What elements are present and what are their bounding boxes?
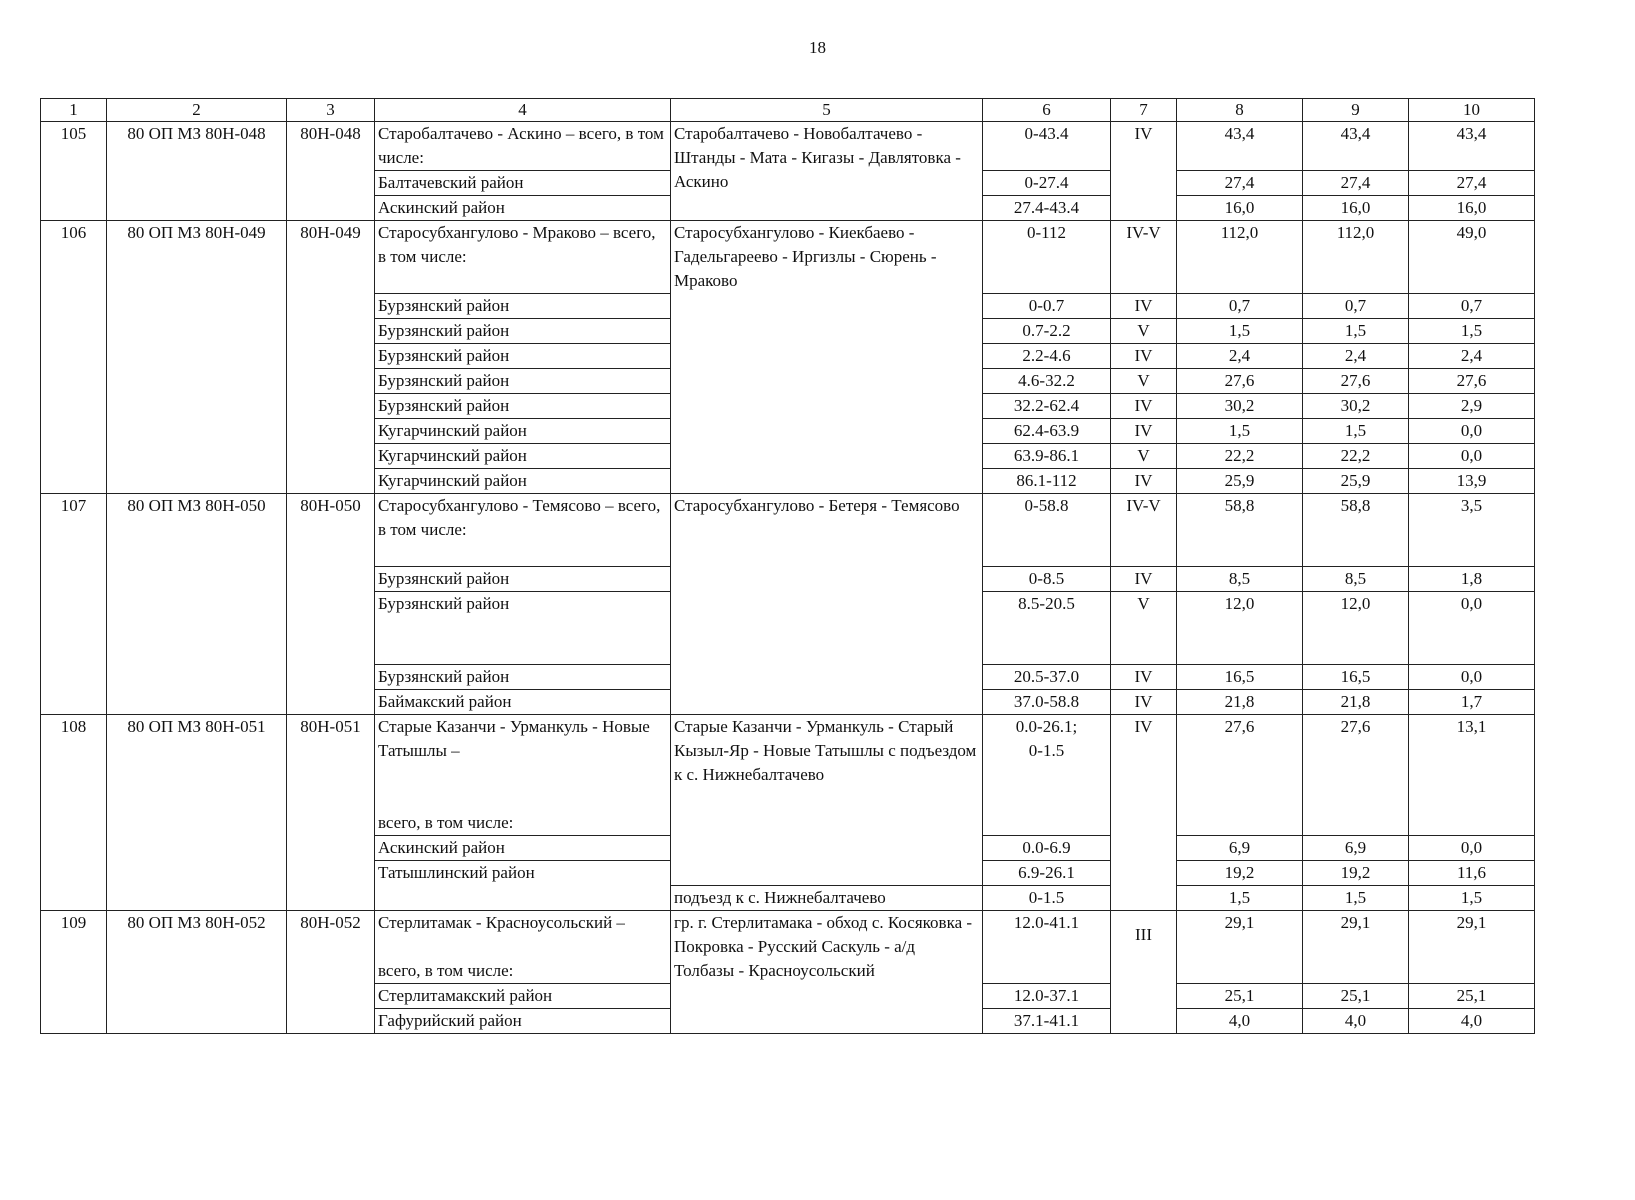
road-length-col8: 58,8 (1177, 494, 1303, 567)
district-name: Бурзянский район (375, 369, 671, 394)
district-col9: 6,9 (1303, 836, 1409, 861)
district-col10: 2,4 (1409, 344, 1535, 369)
column-number: 8 (1177, 99, 1303, 122)
road-row (41, 221, 1535, 294)
page-number: 18 (809, 38, 826, 57)
district-name: Кугарчинский район (375, 419, 671, 444)
district-km: 62.4-63.9 (983, 419, 1111, 444)
district-col8: 21,8 (1177, 690, 1303, 715)
district-col9: 2,4 (1303, 344, 1409, 369)
road-category: III (1111, 911, 1177, 1034)
district-col8: 0,7 (1177, 294, 1303, 319)
road-route: Старые Казанчи - Урманкуль - Старый Кызыл-Яр - Новые Татышлы с подъездом к с. Нижнебалтачево (671, 715, 983, 886)
district-category: V (1111, 319, 1177, 344)
district-col10: 0,0 (1409, 444, 1535, 469)
road-km-spur: 0-1.5 (1028, 741, 1065, 760)
road-number: 106 (41, 221, 107, 494)
district-col8: 16,0 (1177, 196, 1303, 221)
district-col10: 11,6 (1409, 861, 1535, 886)
road-length-col8: 27,6 (1177, 715, 1303, 836)
district-col10: 27,6 (1409, 369, 1535, 394)
district-col10: 0,0 (1409, 592, 1535, 665)
district-name: Балтачевский район (375, 171, 671, 196)
district-category: IV (1111, 394, 1177, 419)
road-row (41, 911, 1535, 984)
district-col10: 1,7 (1409, 690, 1535, 715)
road-route: Старобалтачево - Новобалтачево - Штанды - Мата - Кигазы - Давлятовка - Аскино (671, 122, 983, 221)
district-col10: 13,9 (1409, 469, 1535, 494)
road-number: 108 (41, 715, 107, 911)
district-category: IV (1111, 344, 1177, 369)
road-category: IV-V (1111, 221, 1177, 294)
road-length-col9: 112,0 (1303, 221, 1409, 294)
district-col9: 1,5 (1303, 319, 1409, 344)
road-length-col9: 29,1 (1303, 911, 1409, 984)
road-route: гр. г. Стерлитамака - обход с. Косяковка - Покровка - Русский Саскуль - а/д Толбазы - Красноусольский (671, 911, 983, 1034)
district-km: 86.1-112 (983, 469, 1111, 494)
district-col8: 25,9 (1177, 469, 1303, 494)
district-col8: 30,2 (1177, 394, 1303, 419)
road-id: 80 ОП МЗ 80Н-050 (107, 494, 287, 715)
road-name-text: Старые Казанчи - Урманкуль - Новые Татышлы – (378, 717, 650, 760)
district-col9: 25,9 (1303, 469, 1409, 494)
district-km: 8.5-20.5 (983, 592, 1111, 665)
road-length-col10: 29,1 (1409, 911, 1535, 984)
road-km: 0-58.8 (983, 494, 1111, 567)
district-col10: 4,0 (1409, 1009, 1535, 1034)
district-km: 63.9-86.1 (983, 444, 1111, 469)
district-category: V (1111, 369, 1177, 394)
road-km: 0-112 (983, 221, 1111, 294)
road-length-col10: 49,0 (1409, 221, 1535, 294)
district-category: IV (1111, 419, 1177, 444)
road-short-id: 80Н-048 (287, 122, 375, 221)
district-km: 0-8.5 (983, 567, 1111, 592)
column-number: 5 (671, 99, 983, 122)
district-name: Бурзянский район (375, 592, 671, 665)
district-category: IV (1111, 469, 1177, 494)
district-name: Татышлинский район (375, 861, 671, 911)
district-col9: 16,0 (1303, 196, 1409, 221)
district-col8: 12,0 (1177, 592, 1303, 665)
road-category: IV-V (1111, 494, 1177, 567)
district-col8: 4,0 (1177, 1009, 1303, 1034)
column-number: 2 (107, 99, 287, 122)
road-row (41, 494, 1535, 567)
district-name: Бурзянский район (375, 294, 671, 319)
road-km: 12.0-41.1 (983, 911, 1111, 984)
district-km: 0-27.4 (983, 171, 1111, 196)
district-col10: 27,4 (1409, 171, 1535, 196)
district-col10: 0,0 (1409, 419, 1535, 444)
district-col8: 1,5 (1177, 419, 1303, 444)
road-route: Старосубхангулово - Бетеря - Темясово (671, 494, 983, 715)
district-col10: 25,1 (1409, 984, 1535, 1009)
road-name: Старобалтачево - Аскино – всего, в том числе: (375, 122, 671, 171)
district-name: Бурзянский район (375, 319, 671, 344)
district-name: Бурзянский район (375, 344, 671, 369)
district-name: Кугарчинский район (375, 469, 671, 494)
road-km: 0-43.4 (983, 122, 1111, 171)
road-length-col10: 3,5 (1409, 494, 1535, 567)
district-category: V (1111, 444, 1177, 469)
district-category: IV (1111, 690, 1177, 715)
spur-name: подъезд к с. Нижнебалтачево (671, 886, 983, 911)
road-length-col10: 13,1 (1409, 715, 1535, 836)
district-col9: 12,0 (1303, 592, 1409, 665)
district-col9: 0,7 (1303, 294, 1409, 319)
district-name: Бурзянский район (375, 665, 671, 690)
district-km: 20.5-37.0 (983, 665, 1111, 690)
road-id: 80 ОП МЗ 80Н-051 (107, 715, 287, 911)
district-col9: 27,4 (1303, 171, 1409, 196)
road-short-id: 80Н-051 (287, 715, 375, 911)
district-name: Стерлитамакский район (375, 984, 671, 1009)
district-col8: 27,4 (1177, 171, 1303, 196)
district-name: Бурзянский район (375, 567, 671, 592)
district-km: 12.0-37.1 (983, 984, 1111, 1009)
district-col8: 1,5 (1177, 319, 1303, 344)
column-number: 6 (983, 99, 1111, 122)
district-km: 37.1-41.1 (983, 1009, 1111, 1034)
road-row (41, 715, 1535, 836)
spur-km: 0-1.5 (983, 886, 1111, 911)
district-category: IV (1111, 567, 1177, 592)
district-col10: 0,0 (1409, 665, 1535, 690)
district-col8: 22,2 (1177, 444, 1303, 469)
district-col10: 1,8 (1409, 567, 1535, 592)
district-col9: 27,6 (1303, 369, 1409, 394)
district-km: 0.0-6.9 (983, 836, 1111, 861)
district-km: 0-0.7 (983, 294, 1111, 319)
district-col9: 19,2 (1303, 861, 1409, 886)
district-category: IV (1111, 665, 1177, 690)
column-number: 7 (1111, 99, 1177, 122)
district-km: 6.9-26.1 (983, 861, 1111, 886)
column-number: 1 (41, 99, 107, 122)
district-col9: 22,2 (1303, 444, 1409, 469)
district-name: Баймакский район (375, 690, 671, 715)
district-col9: 21,8 (1303, 690, 1409, 715)
column-number: 3 (287, 99, 375, 122)
district-col8: 8,5 (1177, 567, 1303, 592)
road-category: IV (1111, 122, 1177, 221)
district-col8: 27,6 (1177, 369, 1303, 394)
district-name: Кугарчинский район (375, 444, 671, 469)
column-number: 10 (1409, 99, 1535, 122)
road-name-text: Стерлитамак - Красноусольский – (378, 913, 625, 932)
road-name: Старосубхангулово - Темясово – всего, в том числе: (375, 494, 671, 567)
district-name: Гафурийский район (375, 1009, 671, 1034)
road-number: 105 (41, 122, 107, 221)
district-km: 0.7-2.2 (983, 319, 1111, 344)
road-length-col9: 58,8 (1303, 494, 1409, 567)
column-number-row (41, 99, 1535, 122)
district-name: Аскинский район (375, 836, 671, 861)
road-length-col10: 43,4 (1409, 122, 1535, 171)
district-km: 2.2-4.6 (983, 344, 1111, 369)
district-col8: 6,9 (1177, 836, 1303, 861)
road-km-main: 0.0-26.1; (1015, 717, 1078, 736)
road-number: 107 (41, 494, 107, 715)
district-col8: 2,4 (1177, 344, 1303, 369)
district-col9: 8,5 (1303, 567, 1409, 592)
district-col8: 19,2 (1177, 861, 1303, 886)
district-col9: 4,0 (1303, 1009, 1409, 1034)
spur-col8: 1,5 (1177, 886, 1303, 911)
district-col9: 30,2 (1303, 394, 1409, 419)
road-id: 80 ОП МЗ 80Н-048 (107, 122, 287, 221)
road-short-id: 80Н-052 (287, 911, 375, 1034)
district-category: V (1111, 592, 1177, 665)
district-name: Аскинский район (375, 196, 671, 221)
road-length-col8: 43,4 (1177, 122, 1303, 171)
district-col9: 25,1 (1303, 984, 1409, 1009)
road-category: IV (1111, 715, 1177, 911)
road-id: 80 ОП МЗ 80Н-049 (107, 221, 287, 494)
road-name-subtotal: всего, в том числе: (378, 813, 514, 832)
road-length-col9: 27,6 (1303, 715, 1409, 836)
column-number: 4 (375, 99, 671, 122)
district-col8: 25,1 (1177, 984, 1303, 1009)
district-col10: 0,7 (1409, 294, 1535, 319)
district-col9: 16,5 (1303, 665, 1409, 690)
district-col9: 1,5 (1303, 419, 1409, 444)
road-km (983, 715, 1111, 836)
road-name (375, 911, 671, 984)
road-length-col8: 29,1 (1177, 911, 1303, 984)
district-name: Бурзянский район (375, 394, 671, 419)
district-km: 4.6-32.2 (983, 369, 1111, 394)
spur-col10: 1,5 (1409, 886, 1535, 911)
road-row (41, 122, 1535, 171)
road-short-id: 80Н-049 (287, 221, 375, 494)
road-id: 80 ОП МЗ 80Н-052 (107, 911, 287, 1034)
district-category: IV (1111, 294, 1177, 319)
roads-table (40, 98, 1535, 1034)
road-name: Старосубхангулово - Мраково – всего, в том числе: (375, 221, 671, 294)
district-col8: 16,5 (1177, 665, 1303, 690)
district-col10: 0,0 (1409, 836, 1535, 861)
road-length-col8: 112,0 (1177, 221, 1303, 294)
spur-col9: 1,5 (1303, 886, 1409, 911)
road-name-subtotal: всего, в том числе: (378, 961, 514, 980)
column-number: 9 (1303, 99, 1409, 122)
district-col10: 2,9 (1409, 394, 1535, 419)
district-km: 32.2-62.4 (983, 394, 1111, 419)
road-short-id: 80Н-050 (287, 494, 375, 715)
district-km: 37.0-58.8 (983, 690, 1111, 715)
road-route: Старосубхангулово - Киекбаево - Гадельгареево - Иргизлы - Сюрень - Мраково (671, 221, 983, 494)
road-number: 109 (41, 911, 107, 1034)
district-km: 27.4-43.4 (983, 196, 1111, 221)
district-col10: 16,0 (1409, 196, 1535, 221)
road-length-col9: 43,4 (1303, 122, 1409, 171)
road-name (375, 715, 671, 836)
district-col10: 1,5 (1409, 319, 1535, 344)
